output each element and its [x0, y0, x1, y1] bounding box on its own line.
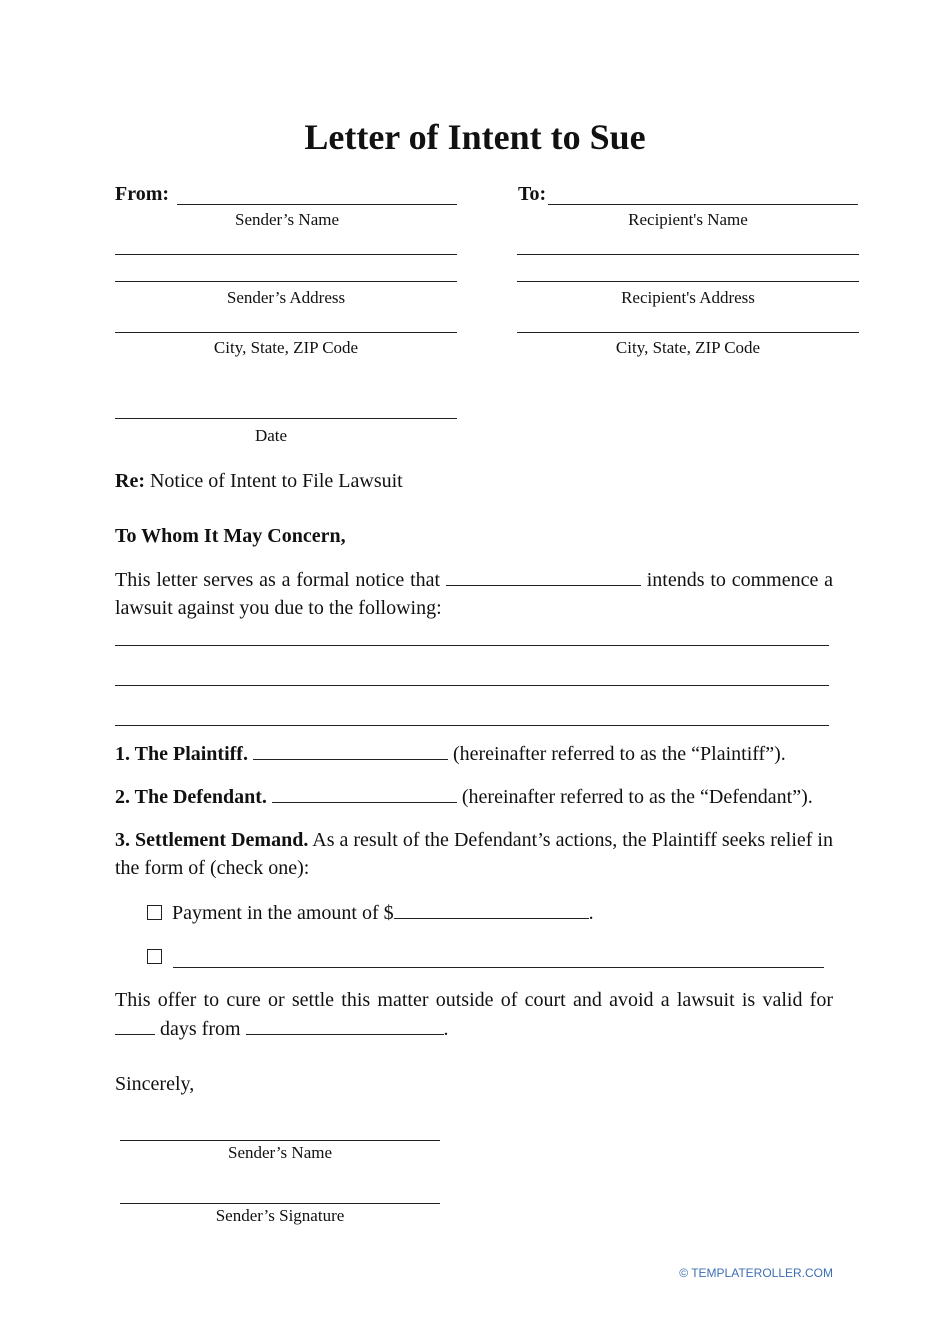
plaintiff-item: [115, 739, 786, 768]
recipient-city-caption: City, State, ZIP Code: [615, 338, 761, 357]
sender-city-caption: City, State, ZIP Code: [213, 338, 359, 357]
recipient-name-field[interactable]: [548, 204, 858, 205]
validity-date-blank[interactable]: [246, 1014, 444, 1035]
settlement-label: 3. Settlement Demand.: [115, 829, 309, 851]
plaintiff-label: 1. The Plaintiff.: [115, 743, 248, 765]
validity-text-before: This offer to cure or settle this matter outside of court and avoid a lawsuit is valid for: [115, 989, 833, 1011]
reason-line-2[interactable]: [115, 685, 829, 686]
recipient-name-caption: Recipient's Name: [628, 210, 748, 229]
defendant-label: 2. The Defendant.: [115, 786, 267, 808]
plaintiff-blank[interactable]: [253, 739, 448, 760]
intro-text-before: This letter serves as a formal notice that: [115, 569, 441, 591]
settlement-item: [115, 826, 833, 882]
other-option-checkbox[interactable]: [147, 949, 162, 964]
days-blank[interactable]: [115, 1014, 155, 1035]
to-label: To:: [518, 183, 547, 205]
sender-address-caption: Sender’s Address: [226, 288, 346, 307]
signature-caption: Sender’s Signature: [215, 1206, 345, 1225]
signature-name-caption: Sender’s Name: [227, 1143, 333, 1162]
signature-field[interactable]: [120, 1203, 440, 1204]
re-line: [115, 467, 403, 495]
signature-name-field[interactable]: [120, 1140, 440, 1141]
recipient-address-line-2[interactable]: [517, 281, 859, 282]
page-title: Letter of Intent to Sue: [304, 117, 646, 157]
intro-text-after: intends to commence a lawsuit against you due to the following:: [115, 569, 834, 619]
plaintiff-text: (hereinafter referred to as the “Plaintiff”).: [452, 743, 786, 765]
validity-text-middle: days from: [160, 1018, 241, 1040]
date-caption: Date: [254, 426, 288, 445]
defendant-item: [115, 782, 813, 811]
footer-link[interactable]: © TEMPLATEROLLER.COM: [679, 1266, 833, 1280]
payment-text: Payment in the amount of $: [172, 902, 394, 924]
salutation: To Whom It May Concern,: [115, 525, 346, 547]
re-text: Notice of Intent to File Lawsuit: [149, 470, 403, 492]
validity-paragraph: [115, 986, 833, 1043]
from-label: From:: [115, 183, 170, 205]
payment-checkbox[interactable]: [147, 905, 162, 920]
sender-address-line-2[interactable]: [115, 281, 457, 282]
payment-amount-blank[interactable]: [394, 898, 589, 919]
recipient-address-caption: Recipient's Address: [621, 288, 755, 307]
recipient-address-line-1[interactable]: [517, 254, 859, 255]
sender-name-field[interactable]: [177, 204, 457, 205]
sender-address-line-1[interactable]: [115, 254, 457, 255]
intro-paragraph: [115, 565, 833, 622]
settlement-text: As a result of the Defendant’s actions, the Plaintiff seeks relief in the form of (check one):: [115, 829, 833, 879]
defendant-text: (hereinafter referred to as the “Defendant”).: [461, 786, 813, 808]
payment-period: .: [588, 902, 594, 924]
payment-option: [172, 898, 594, 927]
closing: Sincerely,: [115, 1073, 195, 1095]
sender-name-caption: Sender’s Name: [234, 210, 340, 229]
defendant-blank[interactable]: [272, 782, 457, 803]
recipient-city-field[interactable]: [517, 332, 859, 333]
date-field[interactable]: [115, 418, 457, 419]
other-option-field[interactable]: [173, 967, 824, 968]
reason-line-3[interactable]: [115, 725, 829, 726]
reason-line-1[interactable]: [115, 645, 829, 646]
validity-period: .: [443, 1018, 449, 1040]
re-label: Re:: [115, 470, 145, 492]
sender-city-field[interactable]: [115, 332, 457, 333]
plaintiff-name-blank[interactable]: [446, 565, 641, 586]
